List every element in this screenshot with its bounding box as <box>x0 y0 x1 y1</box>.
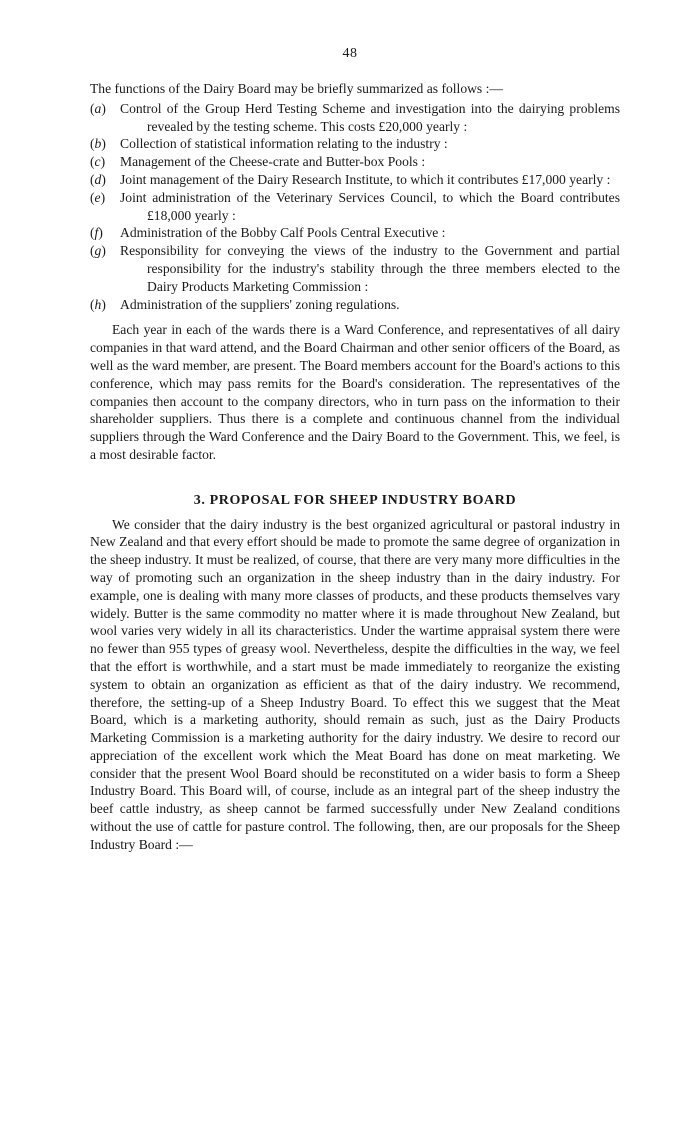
function-text: Joint management of the Dairy Research Institute, to which it contributes £17,000 yearly : <box>120 171 611 187</box>
function-marker: f <box>94 225 99 241</box>
function-text: Collection of statistical information relating to the industry : <box>120 136 448 152</box>
function-marker: b <box>94 136 102 152</box>
function-item-e: (e) Joint administration of the Veterinary Services Council, to which the Board contributes £18,000 yearly : <box>90 189 620 223</box>
function-text: Joint administration of the Veterinary Services Council, to which the Board contributes £18,000 yearly : <box>120 189 620 223</box>
function-marker: h <box>94 296 102 312</box>
page-body <box>90 80 620 854</box>
function-item-d: (d) Joint management of the Dairy Research Institute, to which it contributes £17,000 yearly : <box>90 171 611 187</box>
function-text: Management of the Cheese-crate and Butter-box Pools : <box>120 154 426 170</box>
page-number: 48 <box>342 46 358 61</box>
function-text: Administration of the suppliers' zoning regulations. <box>120 296 400 312</box>
function-item-c: (c) Management of the Cheese-crate and Butter-box Pools : <box>90 154 426 170</box>
function-item-b: (b) Collection of statistical information relating to the industry : <box>90 136 448 152</box>
functions-list <box>90 100 620 314</box>
function-marker: g <box>94 243 102 259</box>
function-marker: d <box>94 171 102 187</box>
function-marker: a <box>94 100 102 116</box>
section-heading: 3. PROPOSAL FOR SHEEP INDUSTRY BOARD <box>193 492 517 508</box>
function-item-h: (h) Administration of the suppliers' zoning regulations. <box>90 296 400 312</box>
function-text: Control of the Group Herd Testing Scheme and investigation into the dairying problems revealed by the testing scheme. This costs £20,000 yearly : <box>120 100 620 134</box>
function-text: Administration of the Bobby Calf Pools Central Executive : <box>120 225 446 241</box>
function-marker: e <box>94 189 101 205</box>
function-item-f: (f) Administration of the Bobby Calf Pools Central Executive : <box>90 225 446 241</box>
function-item-g: (g) Responsibility for conveying the views of the industry to the Government and partial responsibility for the industry's stability through the three members elected to the Dairy Products Marketing Commission : <box>90 243 620 294</box>
ward-conference-paragraph: Each year in each of the wards there is a Ward Conference, and representatives of all dairy companies in that ward attend, and the Board Chairman and other senior officers of the Board, as well as the ward member, are present. The Board members account for the Board's actions to this conference, which may pass remits for the Board's consideration. The representatives of the companies then account to the company directors, who in turn pass on the information to their shareholder suppliers. Thus there is a complete and continuous channel from the individual suppliers through the Ward Conference and the Dairy Board to the Government. This, we feel, is a most desirable factor. <box>90 322 620 462</box>
function-marker: c <box>94 154 101 170</box>
function-text: Responsibility for conveying the views of the industry to the Government and partial responsibility for the industry's stability through the three members elected to the Dairy Products Marketing Commission : <box>120 243 620 294</box>
proposal-paragraph: We consider that the dairy industry is the best organized agricultural or pastoral industry in New Zealand and that every effort should be made to promote the same degree of organization in the sheep industry. It must be realized, of course, that there are very many more difficulties in the way of promoting such an organization in the sheep industry than in the dairy industry. For example, one is dealing with many more classes of products, and these products themselves vary widely. Butter is the same commodity no matter where it is made throughout New Zealand, but wool varies very widely in all its characteristics. Under the wartime appraisal system there were no fewer than 955 types of greasy wool. Nevertheless, despite the difficulties in the way, we feel that the effort is worthwhile, and a start must be made immediately to reorganize the existing system to obtain an organization as efficient as that of the dairy industry. We recommend, therefore, the setting-up of a Sheep Industry Board. To effect this we suggest that the Meat Board, which is a marketing authority, should remain as such, just as the Dairy Products Marketing Commission is a marketing authority for the dairy industry. We desire to record our appreciation of the excellent work which the Meat Board has done on meat marketing. We consider that the present Wool Board should be reconstituted on a wider basis to form a Sheep Industry Board. This Board will, of course, include as an integral part of the sheep industry the beef cattle industry, as sheep cannot be farmed successfully under New Zealand conditions without the use of cattle for pasture control. The following, then, are our proposals for the Sheep Industry Board :— <box>90 516 620 852</box>
function-item-a: (a) Control of the Group Herd Testing Scheme and investigation into the dairying problems revealed by the testing scheme. This costs £20,000 yearly : <box>90 100 620 134</box>
functions-intro: The functions of the Dairy Board may be briefly summarized as follows :— <box>90 81 503 96</box>
